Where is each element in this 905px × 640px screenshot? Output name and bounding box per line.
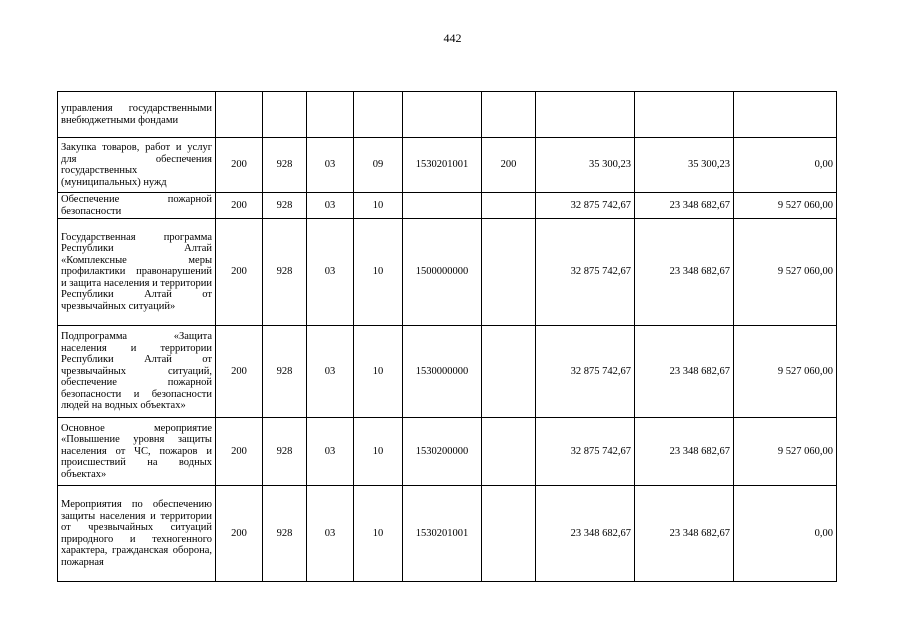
table-cell: 928	[263, 138, 307, 193]
table-cell: 200	[216, 326, 263, 418]
row-name-cell: Закупка товаров, работ и услуг для обеспечения государственных (муниципальных) нужд	[58, 138, 216, 193]
table-cell: 0,00	[734, 486, 837, 582]
table-cell	[734, 92, 837, 138]
table-body	[58, 92, 837, 582]
table-cell: 23 348 682,67	[635, 219, 734, 326]
table-cell: 1500000000	[403, 219, 482, 326]
table-cell: 9 527 060,00	[734, 418, 837, 486]
row-name-cell: Государственная программа Республики Алтай «Комплексные меры профилактики правонарушений и защита населения и территории Республики Алтай от чрезвычайных ситуаций»	[58, 219, 216, 326]
table-row	[58, 486, 837, 582]
table-cell: 23 348 682,67	[635, 193, 734, 219]
table-cell: 03	[307, 193, 354, 219]
row-name-cell: Мероприятия по обеспечению защиты населения и территории от чрезвычайных ситуаций природного и техногенного характера, гражданская оборона, пожарная	[58, 486, 216, 582]
table-cell: 928	[263, 418, 307, 486]
table-cell	[482, 326, 536, 418]
table-cell	[482, 418, 536, 486]
table-cell: 200	[482, 138, 536, 193]
table-cell: 03	[307, 138, 354, 193]
table-row	[58, 219, 837, 326]
table-cell	[482, 92, 536, 138]
table-cell: 23 348 682,67	[635, 486, 734, 582]
table-cell	[403, 193, 482, 219]
table-cell: 9 527 060,00	[734, 193, 837, 219]
table-cell: 0,00	[734, 138, 837, 193]
table-row	[58, 193, 837, 219]
page-number: 442	[443, 31, 462, 45]
table-cell: 200	[216, 219, 263, 326]
table-cell	[482, 193, 536, 219]
table-cell: 32 875 742,67	[536, 418, 635, 486]
table-cell	[482, 486, 536, 582]
table-cell: 23 348 682,67	[635, 418, 734, 486]
table-row	[58, 138, 837, 193]
row-name-cell: Основное мероприятие «Повышение уровня защиты населения от ЧС, пожаров и происшествий на водных объектах»	[58, 418, 216, 486]
table-cell: 03	[307, 326, 354, 418]
table-cell	[536, 92, 635, 138]
budget-table	[57, 91, 837, 582]
table-cell: 9 527 060,00	[734, 219, 837, 326]
table-cell: 09	[354, 138, 403, 193]
table-cell: 03	[307, 486, 354, 582]
table-cell: 03	[307, 219, 354, 326]
table-cell: 928	[263, 486, 307, 582]
table-cell: 200	[216, 418, 263, 486]
table-cell	[216, 92, 263, 138]
table-cell: 23 348 682,67	[635, 326, 734, 418]
table-cell	[635, 92, 734, 138]
table-cell: 200	[216, 138, 263, 193]
table-cell: 10	[354, 326, 403, 418]
table-cell: 10	[354, 193, 403, 219]
table-row	[58, 326, 837, 418]
table-cell: 1530201001	[403, 486, 482, 582]
table-cell: 10	[354, 486, 403, 582]
table-cell: 1530201001	[403, 138, 482, 193]
table-cell	[482, 219, 536, 326]
table-cell: 32 875 742,67	[536, 326, 635, 418]
row-name-cell: управления государственными внебюджетными фондами	[58, 92, 216, 138]
table-cell	[263, 92, 307, 138]
table-cell: 1530000000	[403, 326, 482, 418]
row-name-cell: Подпрограмма «Защита населения и территории Республики Алтай от чрезвычайных ситуаций, обеспечение пожарной безопасности и безопасности людей на водных объектах»	[58, 326, 216, 418]
table-cell: 35 300,23	[635, 138, 734, 193]
table-cell: 9 527 060,00	[734, 326, 837, 418]
table-cell	[307, 92, 354, 138]
table-cell: 10	[354, 418, 403, 486]
table-cell: 200	[216, 193, 263, 219]
table-cell: 10	[354, 219, 403, 326]
table-cell: 928	[263, 326, 307, 418]
table-cell	[403, 92, 482, 138]
table-cell: 928	[263, 193, 307, 219]
table-cell: 200	[216, 486, 263, 582]
table-row	[58, 418, 837, 486]
table-cell: 928	[263, 219, 307, 326]
table-cell: 1530200000	[403, 418, 482, 486]
table-cell: 32 875 742,67	[536, 219, 635, 326]
table-row	[58, 92, 837, 138]
table-cell: 35 300,23	[536, 138, 635, 193]
table-cell: 03	[307, 418, 354, 486]
row-name-cell: Обеспечение пожарной безопасности	[58, 193, 216, 219]
table-cell: 32 875 742,67	[536, 193, 635, 219]
table-cell	[354, 92, 403, 138]
table-cell: 23 348 682,67	[536, 486, 635, 582]
